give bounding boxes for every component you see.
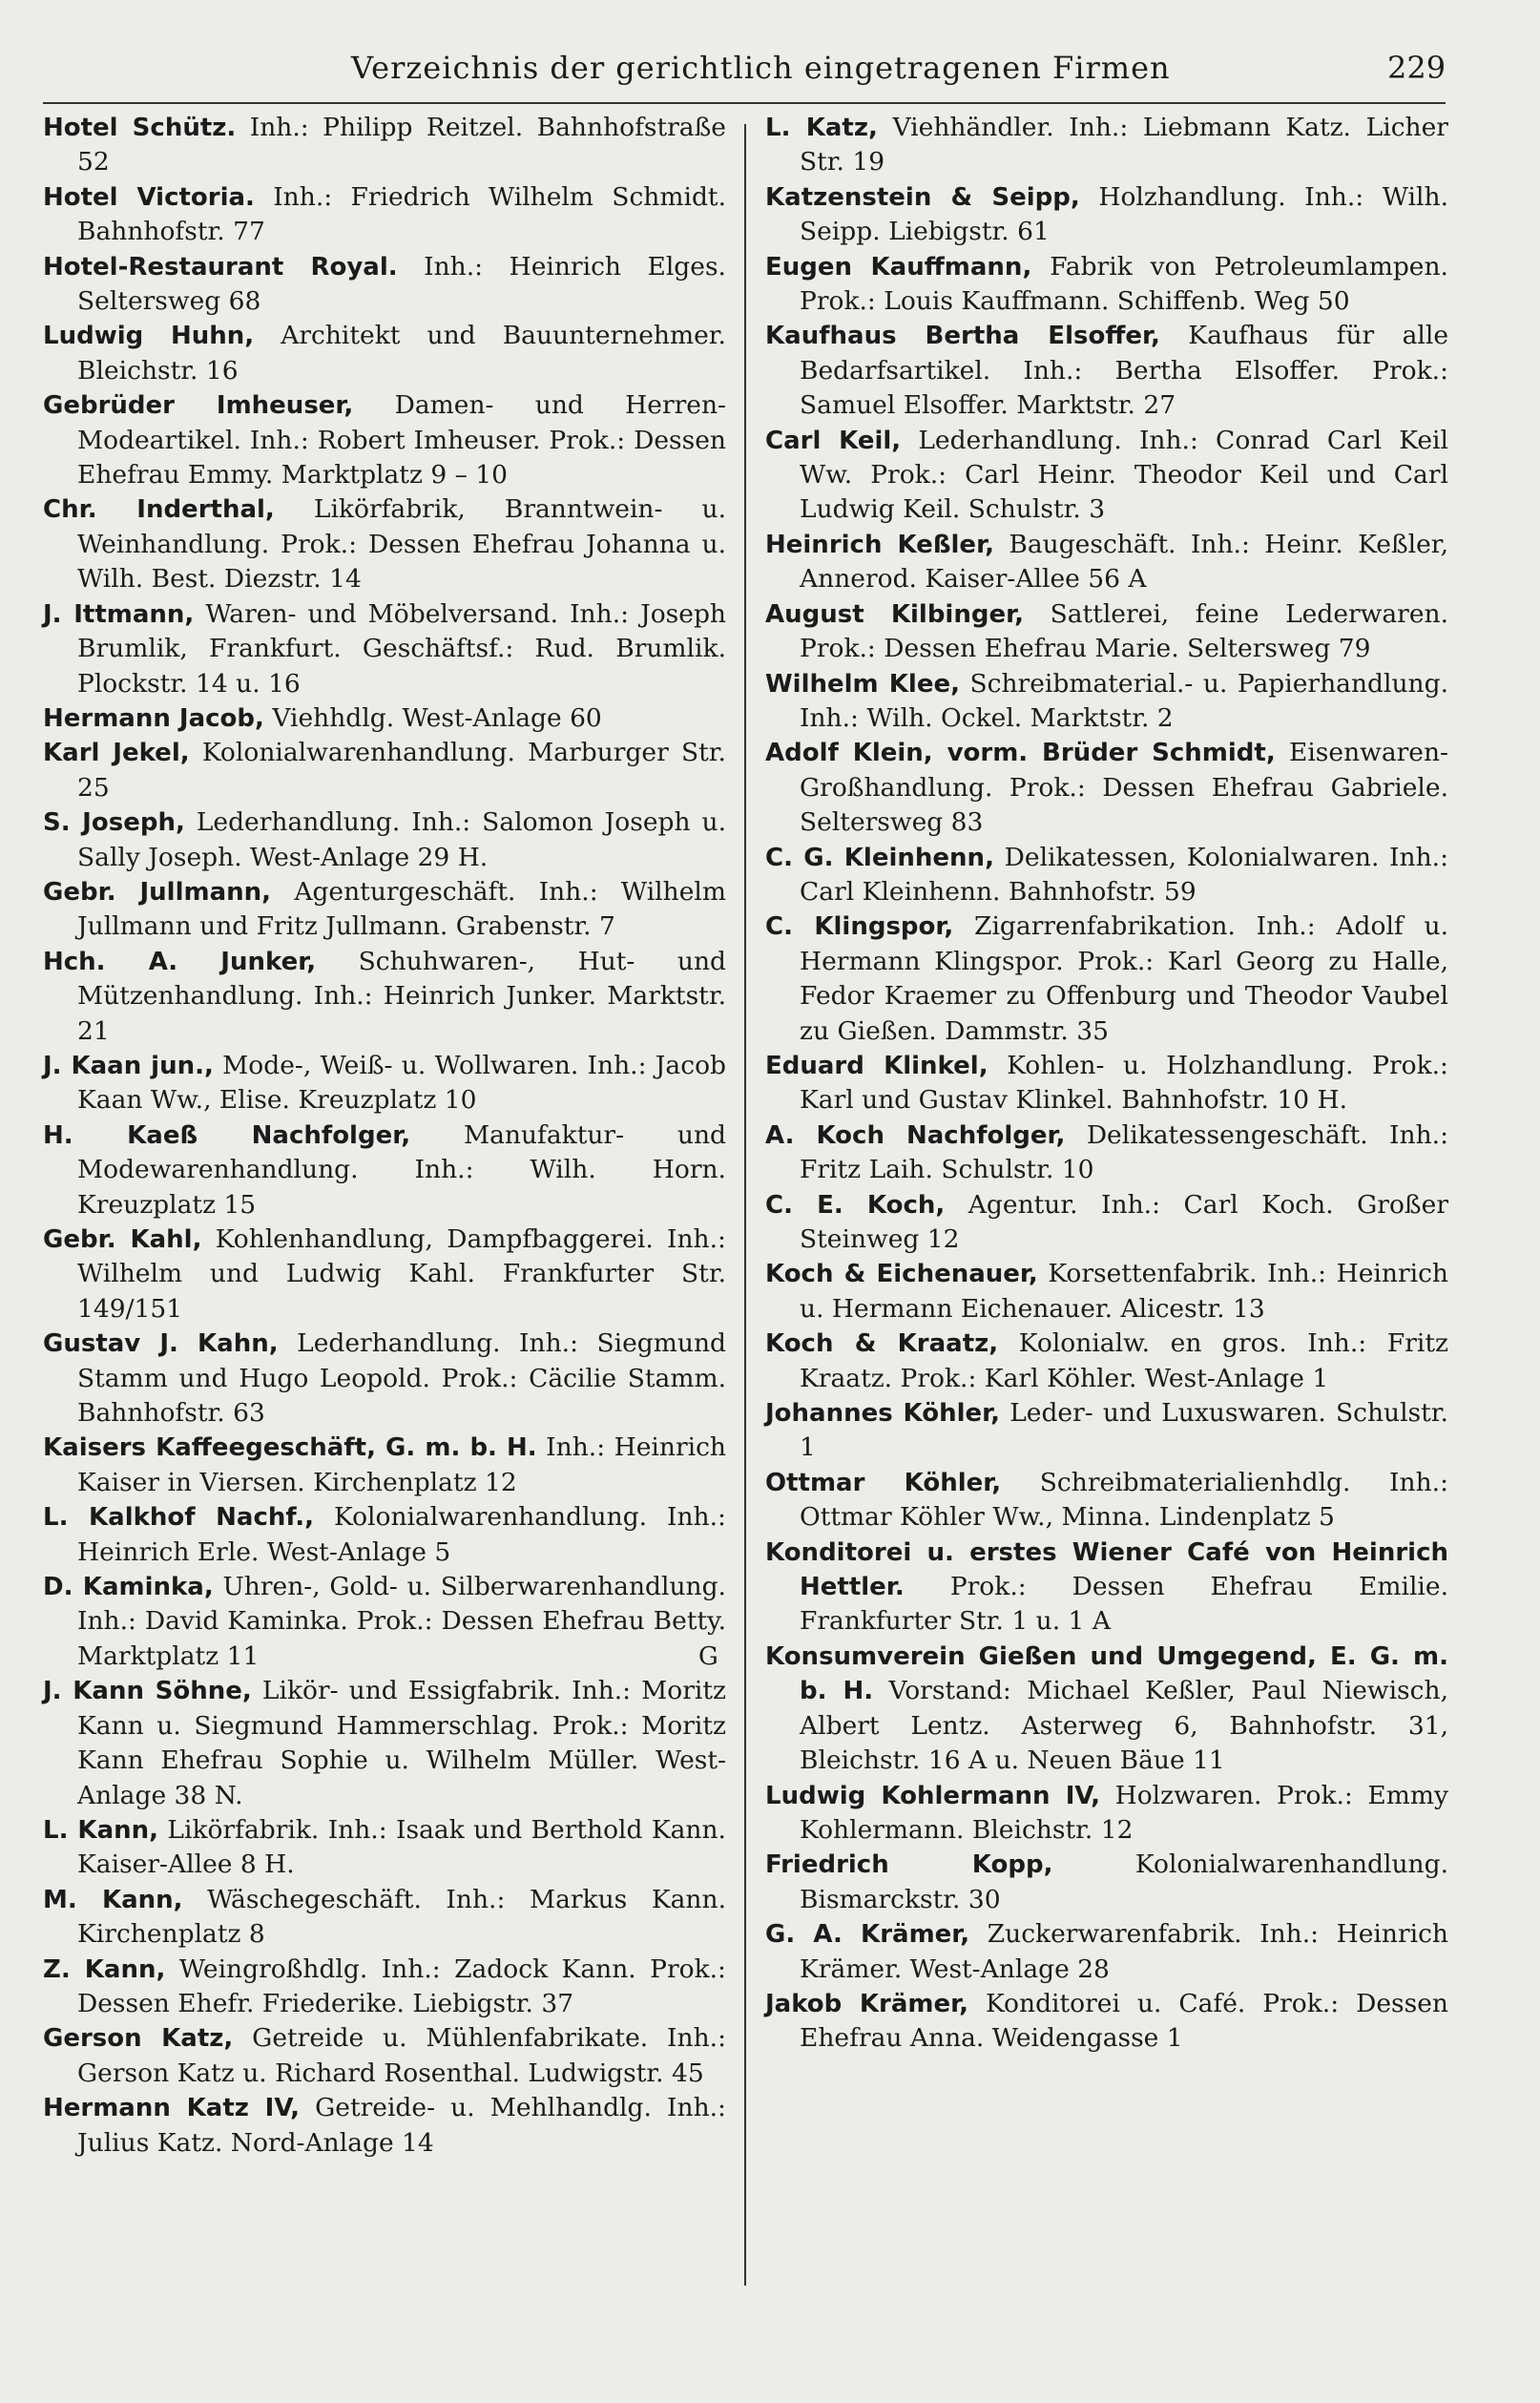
firm-name: Katzenstein & Seipp,: [765, 182, 1080, 212]
firm-details: Inh.: Heinrich Elges. Seltersweg 68: [77, 251, 726, 317]
firm-entry: [43, 1883, 726, 1953]
firm-details: Damen- und Herren-Modeartikel. Inh.: Robert Imheuser. Prok.: Dessen Ehefrau Emmy. Marktplatz 9 – 10: [77, 390, 726, 491]
firm-name: Kaufhaus Bertha Elsoffer,: [765, 322, 1160, 351]
firm-entry: [43, 736, 726, 805]
firm-details: Baugeschäft. Inh.: Heinr. Keßler, Annerod. Kaiser-Allee 56 A: [800, 529, 1448, 595]
firm-entry: [765, 597, 1448, 667]
firm-entry: G Konsumverein Gießen und Umgegend, E. G. m. b. H. Vorstand: Michael Keßler, Paul Niewisch, Albert Lentz. Asterweg 6, Bahnhofstr. 31, Bleichstr. 16 A u. Neuen Bäue 11: [698, 1641, 1448, 1776]
firm-details: Viehhdlg. West-Anlage 60: [272, 702, 602, 733]
firm-entry: [43, 250, 726, 320]
firm-name: Gebr. Kahl,: [43, 1225, 202, 1254]
firm-details: Lederhandlung. Inh.: Siegmund Stamm und Hugo Leopold. Prok.: Cäcilie Stamm. Bahnhofstr. 63: [77, 1328, 726, 1429]
firm-details: Inh.: Heinrich Kaiser in Viersen. Kirchenplatz 12: [77, 1432, 726, 1497]
firm-details: Leder- und Luxuswaren. Schulstr. 1: [800, 1398, 1448, 1463]
firm-name: J. Ittmann,: [43, 599, 195, 629]
header-rule: [43, 102, 1446, 104]
firm-entry: [765, 1848, 1448, 1917]
firm-details: Schreibmaterialienhdlg. Inh.: Ottmar Köhler Ww., Minna. Lindenplatz 5: [800, 1467, 1448, 1533]
firm-details: Kohlen- u. Holzhandlung. Prok.: Karl und Gustav Klinkel. Bahnhofstr. 10 H.: [800, 1050, 1448, 1116]
firm-details: Zigarrenfabrikation. Inh.: Adolf u. Hermann Klingspor. Prok.: Karl Georg zu Halle, Fedor Kraemer zu Offenburg und Theodor Vaubel zu Gießen. Dammstr. 35: [800, 911, 1448, 1046]
firm-name: C. G. Kleinhenn,: [765, 843, 994, 872]
firm-details: Agenturgeschäft. Inh.: Wilhelm Jullmann und Fritz Jullmann. Grabenstr. 7: [77, 876, 726, 942]
firm-details: Eisenwaren-Großhandlung. Prok.: Dessen Ehefrau Gabriele. Seltersweg 83: [800, 738, 1448, 838]
firm-entry: [43, 319, 726, 388]
column-divider: [744, 124, 746, 2286]
firm-entry: [765, 1779, 1448, 1849]
firm-name: Konditorei u. erstes Wiener Café von Heinrich Hettler.: [765, 1537, 1448, 1602]
firm-entry: [43, 701, 726, 736]
firm-details: Sattlerei, feine Lederwaren. Prok.: Dessen Ehefrau Marie. Seltersweg 79: [800, 598, 1448, 664]
firm-name: A. Koch Nachfolger,: [765, 1120, 1066, 1150]
firm-details: Konditorei u. Café. Prok.: Dessen Ehefrau Anna. Weidengasse 1: [800, 1988, 1448, 2054]
firm-details: Vorstand: Michael Keßler, Paul Niewisch, Albert Lentz. Asterweg 6, Bahnhofstr. 31, Bleichstr. 16 A u. Neuen Bäue 11: [800, 1676, 1448, 1776]
firm-entry: [765, 319, 1448, 423]
firm-details: Agentur. Inh.: Carl Koch. Großer Steinweg 12: [800, 1189, 1448, 1254]
firm-name: Hotel-Restaurant Royal.: [43, 252, 398, 282]
firm-details: Waren- und Möbelversand. Inh.: Joseph Brumlik, Frankfurt. Geschäftsf.: Rud. Brumlik. Plockstr. 14 u. 16: [77, 598, 726, 699]
firm-name: L. Katz,: [765, 114, 878, 142]
firm-details: Schuhwaren-, Hut- und Mützenhandlung. Inh.: Heinrich Junker. Marktstr. 21: [77, 946, 726, 1046]
firm-name: S. Joseph,: [43, 808, 185, 838]
firm-name: Gebrüder Imheuser,: [43, 391, 354, 421]
firm-name: Koch & Kraatz,: [765, 1329, 999, 1359]
firm-name: L. Kalkhof Nachf.,: [43, 1503, 315, 1533]
firm-entry: [765, 667, 1448, 737]
firm-name: Gerson Katz,: [43, 2024, 234, 2054]
firm-name: G. A. Krämer,: [765, 1920, 970, 1950]
firm-entry: [43, 2021, 726, 2091]
firm-name: D. Kaminka,: [43, 1573, 214, 1602]
firm-details: Zuckerwarenfabrik. Inh.: Heinrich Krämer. West-Anlage 28: [800, 1919, 1448, 1984]
firm-entry: [43, 597, 726, 701]
firm-entry: [43, 1500, 726, 1570]
firm-details: Fabrik von Petroleumlampen. Prok.: Louis Kauffmann. Schiffenb. Weg 50: [800, 251, 1448, 317]
firm-details: Korsettenfabrik. Inh.: Heinrich u. Hermann Eichenauer. Alicestr. 13: [800, 1259, 1448, 1324]
firm-details: Kolonialwarenhandlung. Bismarckstr. 30: [800, 1849, 1448, 1914]
firm-details: Viehhändler. Inh.: Liebmann Katz. Licher Str. 19: [800, 113, 1448, 178]
firm-name: Hermann Jacob,: [43, 703, 264, 733]
firm-details: Likörfabrik, Branntwein- u. Weinhandlung. Prok.: Dessen Ehefrau Johanna u. Wilh. Best. Diezstr. 14: [77, 494, 726, 595]
firm-entry: [765, 1536, 1448, 1640]
firm-name: Hermann Katz IV,: [43, 2094, 300, 2123]
page-title: Verzeichnis der gerichtlich eingetragenen Firmen: [351, 50, 1171, 86]
firm-details: Holzwaren. Prok.: Emmy Kohlermann. Bleichstr. 12: [800, 1780, 1448, 1845]
firm-entry: [765, 424, 1448, 528]
firm-entry: [43, 1813, 726, 1883]
firm-details: Inh.: Friedrich Wilhelm Schmidt. Bahnhofstr. 77: [77, 181, 726, 247]
firm-details: Wäschegeschäft. Inh.: Markus Kann. Kirchenplatz 8: [77, 1884, 726, 1950]
firm-entry: [43, 388, 726, 492]
firm-details: Manufaktur- und Modewarenhandlung. Inh.: Wilh. Horn. Kreuzplatz 15: [77, 1119, 727, 1220]
left-column: [43, 111, 726, 2161]
firm-entry: [765, 909, 1448, 1049]
firm-details: Getreide u. Mühlenfabrikate. Inh.: Gerson Katz u. Richard Rosenthal. Ludwigstr. 45: [77, 2023, 726, 2088]
firm-details: Kaufhaus für alle Bedarfsartikel. Inh.: Bertha Elsoffer. Prok.: Samuel Elsoffer. Marktstr. 27: [800, 321, 1449, 421]
firm-details: Holzhandlung. Inh.: Wilh. Seipp. Liebigstr. 61: [800, 181, 1448, 247]
firm-name: C. E. Koch,: [765, 1190, 946, 1220]
firm-name: Hotel Victoria.: [43, 182, 255, 212]
firm-entry: [765, 1257, 1448, 1327]
firm-details: Likör- und Essigfabrik. Inh.: Moritz Kann u. Siegmund Hammerschlag. Prok.: Moritz Kann Ehefrau Sophie u. Wilhelm Müller. West-Anlage 38 N.: [77, 1676, 726, 1810]
firm-name: J. Kann Söhne,: [43, 1677, 252, 1706]
firm-details: Prok.: Dessen Ehefrau Emilie. Frankfurter Str. 1 u. 1 A: [800, 1572, 1448, 1637]
firm-details: Likörfabrik. Inh.: Isaak und Berthold Kann. Kaiser-Allee 8 H.: [77, 1814, 726, 1880]
firm-entry: [765, 1466, 1448, 1536]
firm-details: Delikatessengeschäft. Inh.: Fritz Laih. Schulstr. 10: [800, 1119, 1448, 1185]
firm-entry: [765, 1188, 1448, 1258]
firm-entry: [43, 492, 726, 596]
firm-name: H. Kaeß Nachfolger,: [43, 1120, 411, 1150]
firm-entry: [43, 805, 726, 875]
firm-entry: [43, 1570, 726, 1674]
firm-details: Weingroßhdlg. Inh.: Zadock Kann. Prok.: Dessen Ehefr. Friederike. Liebigstr. 37: [77, 1954, 726, 2018]
firm-entry: [43, 945, 726, 1049]
firm-entry: [765, 1987, 1448, 2057]
firm-name: Kaisers Kaffeegeschäft, G. m. b. H.: [43, 1433, 537, 1463]
firm-details: Architekt und Bauunternehmer. Bleichstr. 16: [77, 321, 726, 386]
firm-details: Getreide- u. Mehlhandlg. Inh.: Julius Katz. Nord-Anlage 14: [77, 2093, 726, 2158]
firm-name: Gebr. Jullmann,: [43, 877, 272, 907]
firm-details: Kohlenhandlung, Dampfbaggerei. Inh.: Wilhelm und Ludwig Kahl. Frankfurter Str. 149/151: [77, 1224, 726, 1324]
firm-name: Ludwig Kohlermann IV,: [765, 1781, 1101, 1810]
firm-entry: [765, 1049, 1448, 1118]
firm-entry: [43, 1049, 726, 1118]
firm-entry: [765, 736, 1448, 840]
firm-name: August Kilbinger,: [765, 599, 1024, 629]
firm-entry: [43, 1674, 726, 1813]
firm-name: Z. Kann,: [43, 1954, 166, 1984]
firm-name: C. Klingspor,: [765, 912, 954, 942]
firm-entry: [43, 1431, 726, 1500]
firm-entry: [765, 841, 1448, 910]
firm-name: Ludwig Huhn,: [43, 322, 255, 351]
firm-name: Carl Keil,: [765, 426, 902, 455]
firm-name: Chr. Inderthal,: [43, 495, 275, 525]
firm-name: Heinrich Keßler,: [765, 530, 994, 559]
firm-entry: [43, 2091, 726, 2161]
firm-name: Eugen Kauffmann,: [765, 252, 1032, 282]
firm-name: Konsumverein Gießen und Umgegend, E. G. m. b. H.: [765, 1641, 1448, 1706]
firm-name: Friedrich Kopp,: [765, 1850, 1053, 1880]
firm-name: Johannes Köhler,: [765, 1399, 1001, 1429]
firm-entry: [43, 1118, 726, 1222]
firm-details: Inh.: Philipp Reitzel. Bahnhofstraße 52: [77, 113, 726, 178]
firm-name: M. Kann,: [43, 1885, 183, 1914]
firm-name: Koch & Eichenauer,: [765, 1260, 1038, 1289]
firm-name: J. Kaan jun.,: [43, 1051, 214, 1080]
firm-name: Wilhelm Klee,: [765, 669, 960, 699]
firm-name: Hch. A. Junker,: [43, 947, 317, 976]
firm-entry: [765, 1917, 1448, 1987]
firm-details: Uhren-, Gold- u. Silberwarenhandlung. Inh.: David Kaminka. Prok.: Dessen Ehefrau Betty. Marktplatz 11: [77, 1572, 726, 1671]
firm-details: Kolonialw. en gros. Inh.: Fritz Kraatz. Prok.: Karl Köhler. West-Anlage 1: [800, 1328, 1448, 1393]
firm-name: Jakob Krämer,: [765, 1989, 968, 2018]
firm-name: Gustav J. Kahn,: [43, 1329, 279, 1359]
firm-entry: [765, 111, 1448, 180]
firm-entry: [43, 1222, 726, 1327]
firm-entry: [765, 528, 1448, 597]
firm-details: Mode-, Weiß- u. Wollwaren. Inh.: Jacob Kaan Ww., Elise. Kreuzplatz 10: [77, 1050, 726, 1116]
firm-entry: [43, 1953, 726, 2022]
firm-entry: [43, 180, 726, 250]
firm-details: Lederhandlung. Inh.: Conrad Carl Keil Ww. Prok.: Carl Heinr. Theodor Keil und Carl Ludwig Keil. Schulstr. 3: [800, 425, 1448, 525]
firm-details: Delikatessen, Kolonialwaren. Inh.: Carl Kleinhenn. Bahnhofstr. 59: [800, 842, 1448, 907]
firm-name: Adolf Klein, vorm. Brüder Schmidt,: [765, 739, 1276, 768]
firm-name: L. Kann,: [43, 1815, 159, 1845]
right-column: [698, 111, 1449, 2057]
firm-details: Kolonialwarenhandlung. Inh.: Heinrich Erle. West-Anlage 5: [77, 1502, 726, 1567]
firm-name: Hotel Schütz.: [43, 114, 237, 142]
page-header: [0, 50, 1540, 97]
firm-entry: [765, 1118, 1448, 1188]
page-number: 229: [1387, 50, 1446, 86]
firm-name: Ottmar Köhler,: [765, 1468, 1002, 1497]
firm-details: Lederhandlung. Inh.: Salomon Joseph u. Sally Joseph. West-Anlage 29 H.: [77, 807, 726, 872]
firm-entry: [765, 1327, 1448, 1396]
firm-name: Karl Jekel,: [43, 739, 190, 768]
firm-entry: [765, 1396, 1448, 1466]
firm-details: Kolonialwarenhandlung. Marburger Str. 25: [77, 738, 726, 803]
firm-entry: [43, 111, 726, 180]
firm-details: Schreibmaterial.- u. Papierhandlung. Inh.: Wilh. Ockel. Marktstr. 2: [800, 668, 1448, 733]
firm-name: Eduard Klinkel,: [765, 1051, 989, 1080]
firm-entry: [765, 180, 1448, 250]
firm-entry: [43, 1327, 726, 1431]
firm-entry: [43, 875, 726, 945]
firm-entry: [765, 250, 1448, 320]
